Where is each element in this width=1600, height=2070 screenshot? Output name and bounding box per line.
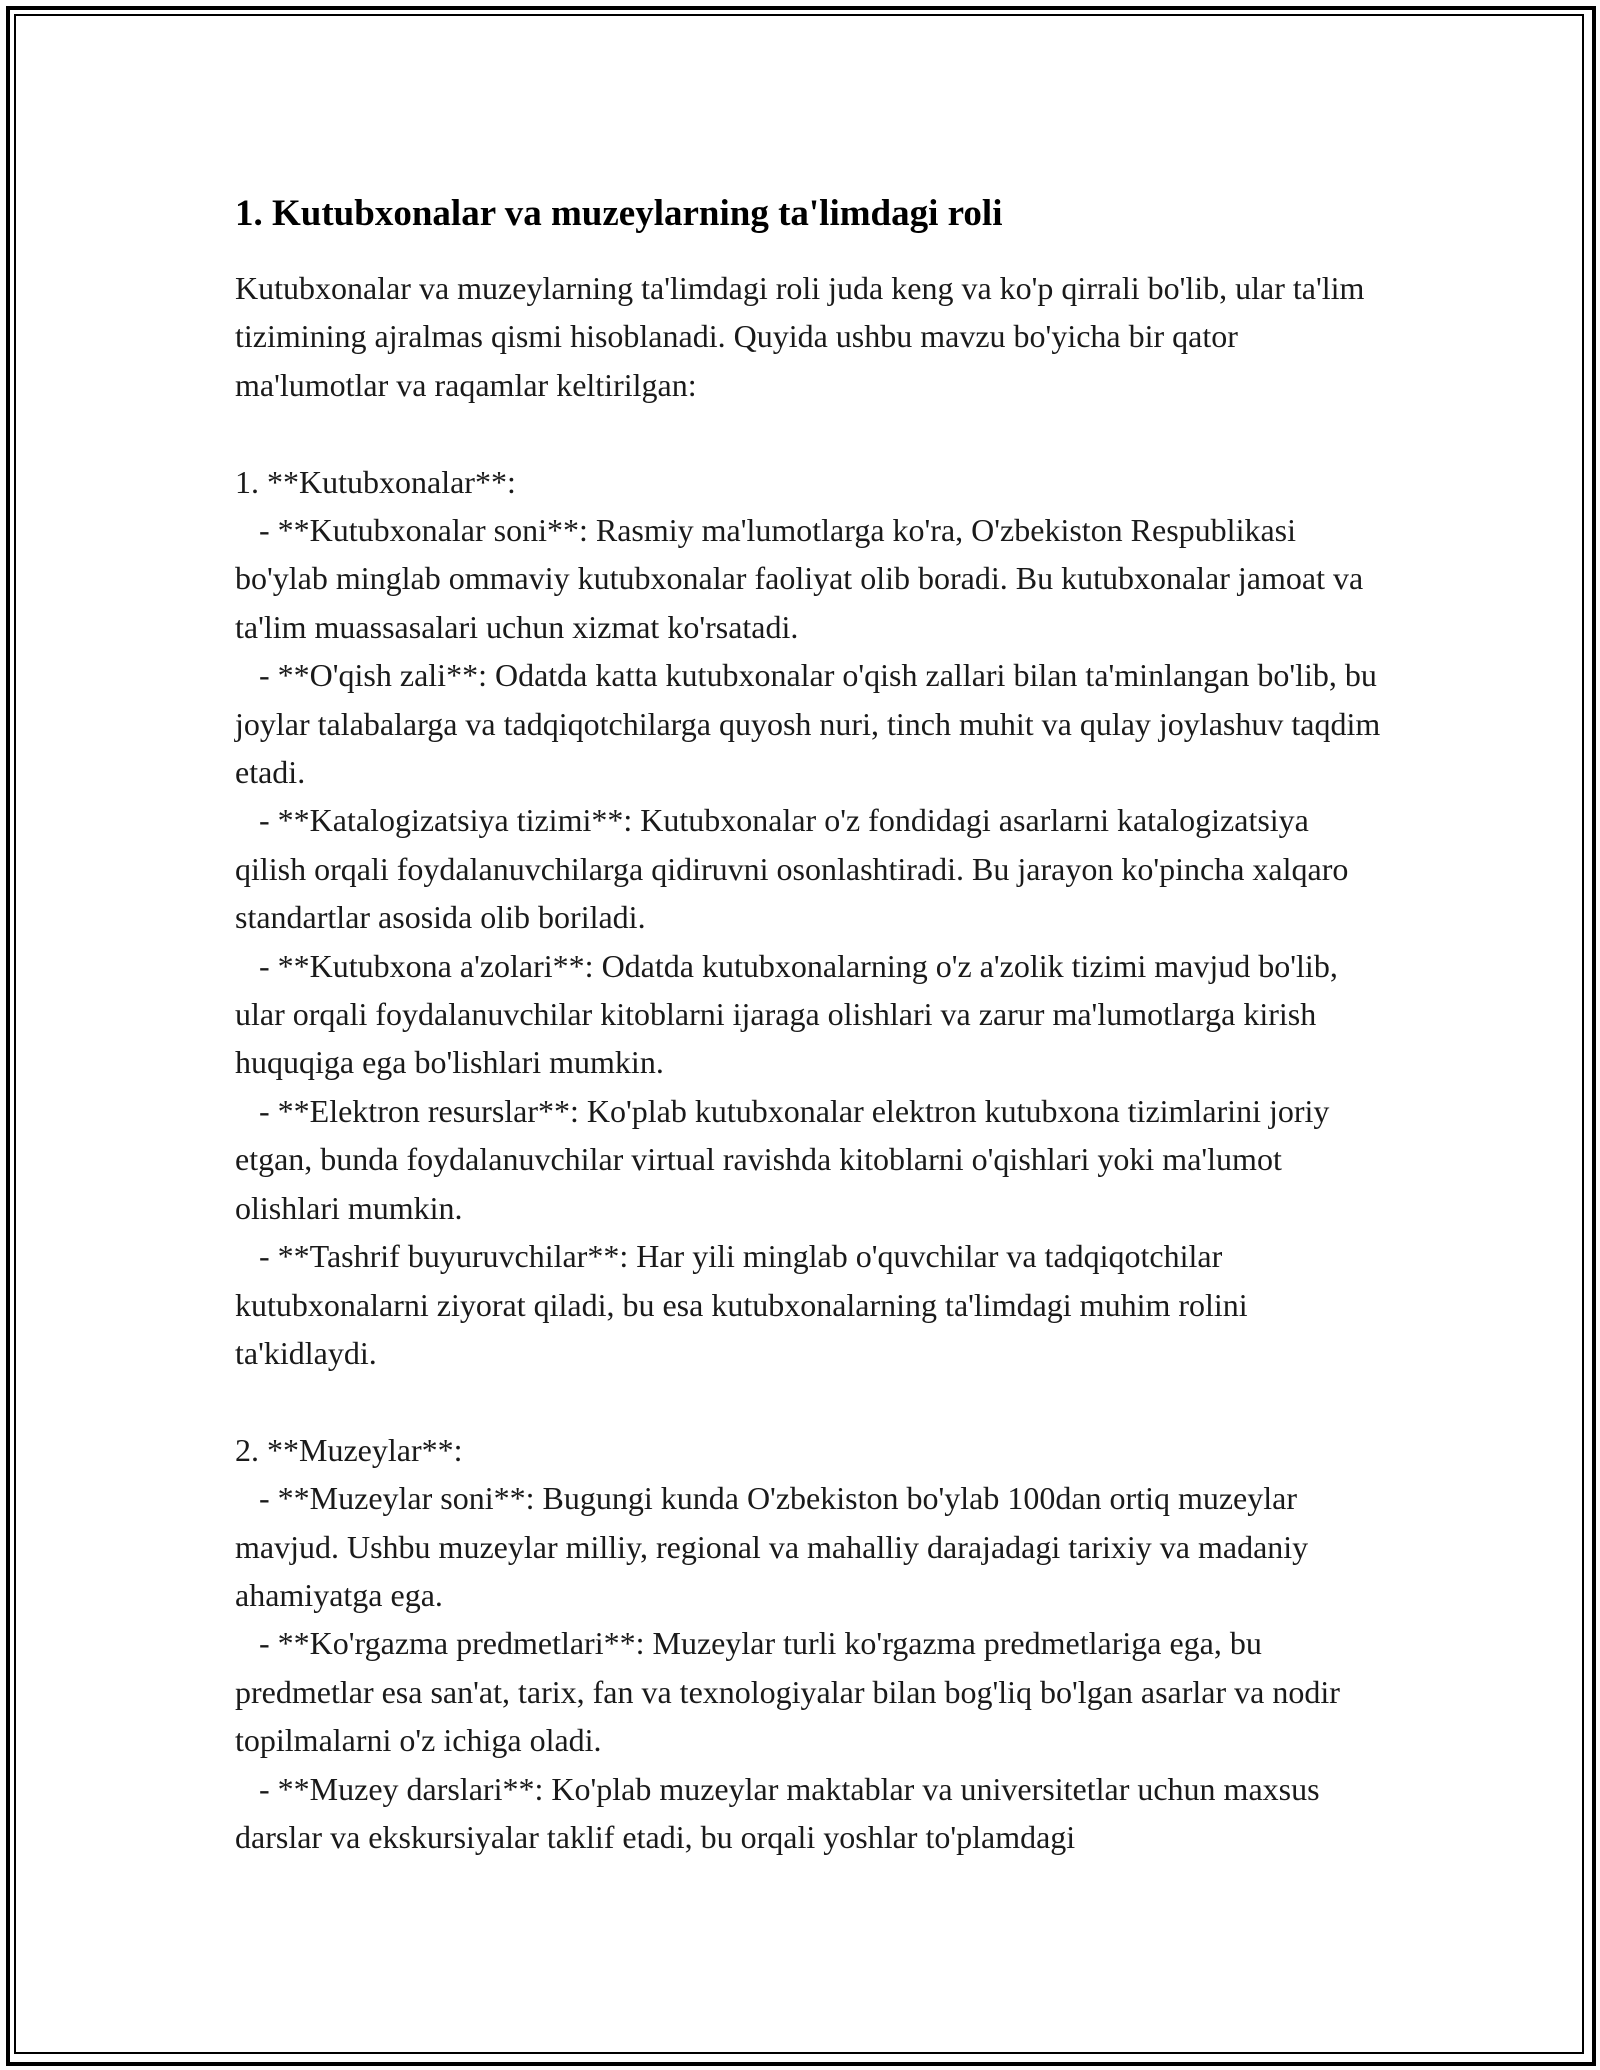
intro-paragraph: Kutubxonalar va muzeylarning ta'limdagi roli juda keng va ko'p qirrali bo'lib, ular ta'lim tizimining ajralmas qismi hisoblanadi. Quyida ushbu mavzu bo'yicha bir qator ma'lumotlar va raqamlar keltirilgan: (235, 270, 1365, 403)
document-heading: 1. Kutubxonalar va muzeylarning ta'limdagi roli (235, 193, 1003, 234)
list-item: - **Ko'rgazma predmetlari**: Muzeylar turli ko'rgazma predmetlariga ega, bu predmetlar esa san'at, tarix, fan va texnologiyalar bilan bog'liq bo'lgan asarlar va nodir topilmalarni o'z ichiga oladi. (235, 1625, 1340, 1759)
list-item: - **Muzeylar soni**: Bugungi kunda O'zbekiston bo'ylab 100dan ortiq muzeylar mavjud. Ushbu muzeylar milliy, regional va mahalliy darajadagi tarixiy va madaniy ahamiyatga ega. (235, 1480, 1309, 1613)
list-item: - **Tashrif buyuruvchilar**: Har yili minglab o'quvchilar va tadqiqotchilar kutubxonalarni ziyorat qiladi, bu esa kutubxonalarning ta'limdagi muhim rolini ta'kidlaydi. (235, 1238, 1248, 1371)
section-title: 1. **Kutubxonalar**: (235, 463, 516, 500)
section-libraries (235, 458, 1385, 1378)
section-title: 2. **Muzeylar**: (235, 1431, 463, 1468)
list-item: - **Muzey darslari**: Ko'plab muzeylar maktablar va universitetlar uchun maxsus darslar va ekskursiyalar taklif etadi, bu orqali yoshlar to'plamdagi (235, 1770, 1320, 1855)
list-item: - **Elektron resurslar**: Ko'plab kutubxonalar elektron kutubxona tizimlarini joriy etgan, bunda foydalanuvchilar virtual ravishda kitoblarni o'qishlari yoki ma'lumot olishlari mumkin. (235, 1092, 1330, 1226)
list-item: - **Katalogizatsiya tizimi**: Kutubxonalar o'z fondidagi asarlarni katalogizatsiya qilish orqali foydalanuvchilarga qidiruvni osonlashtiradi. Bu jarayon ko'pincha xalqaro standartlar asosida olib boriladi. (235, 802, 1349, 936)
list-item: - **Kutubxona a'zolari**: Odatda kutubxonalarning o'z a'zolik tizimi mavjud bo'lib, ular orqali foydalanuvchilar kitoblarni ijaraga olishlari va zarur ma'lumotlarga kirish huquqiga ega bo'lishlari mumkin. (235, 947, 1338, 1081)
document-body (235, 188, 1385, 1861)
section-museums (235, 1426, 1385, 1862)
list-item: - **O'qish zali**: Odatda katta kutubxonalar o'qish zallari bilan ta'minlangan bo'lib, bu joylar talabalarga va tadqiqotchilarga quyosh nuri, tinch muhit va qulay joylashuv taqdim etadi. (235, 657, 1381, 791)
list-item: - **Kutubxonalar soni**: Rasmiy ma'lumotlarga ko'ra, O'zbekiston Respublikasi bo'ylab minglab ommaviy kutubxonalar faoliyat olib boradi. Bu kutubxonalar jamoat va ta'lim muassasalari uchun xizmat ko'rsatadi. (235, 512, 1364, 645)
